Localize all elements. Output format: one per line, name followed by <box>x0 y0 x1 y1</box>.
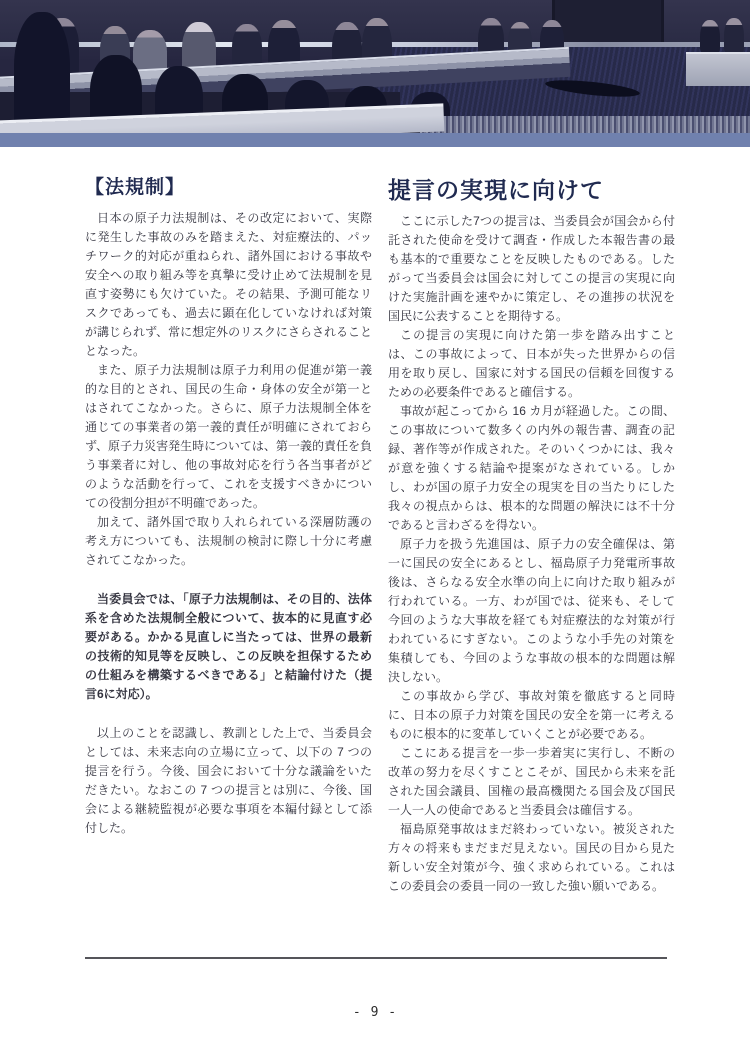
paragraph: ここにある提言を一歩一歩着実に実行し、不断の改革の努力を尽くすことこそが、国民から未来を託された国会議員、国権の最高機関たる国会及び国民一人一人の使命であると当委員会は確信する。 <box>388 746 675 817</box>
right-column <box>388 176 675 896</box>
photo-witness-table <box>686 52 750 86</box>
footer-rule <box>85 957 667 959</box>
paragraph: 日本の原子力法規制は、その改定において、実際に発生した事故のみを踏まえた、対症療法的、パッチワーク的対応が重ねられ、諸外国における事故や安全への取り組み等を真摯に受け止めて法規制を見直す姿勢にも欠けていた。その結果、予測可能なリスクであっても、過去に顕在化していなければ対策が講じられず、常に想定外のリスクにさらされることとなった。 <box>85 211 372 358</box>
paragraph-conclusion-bold: 当委員会では、「原子力法規制は、その目的、法体系を含めた法規制全般について、抜本的に見直す必要がある。かかる見直しに当たっては、世界の最新の技術的知見等を反映し、この反映を担保するための仕組みを構築するべきである」と結論付けた（提言6に対応）。 <box>85 592 372 701</box>
header-photo <box>0 0 750 133</box>
paragraph: この事故から学び、事故対策を徹底すると同時に、日本の原子力対策を国民の安全を第一に考えるものに根本的に変革していくことが必要である。 <box>388 689 675 741</box>
paragraph: 以上のことを認識し、教訓とした上で、当委員会としては、未来志向の立場に立って、以下の 7 つの提言を行う。今後、国会において十分な議論をいただきたい。なおこの 7 つの提言とは別に、今後、国会による継続監視が必要な事項を本編付録として添付した。 <box>85 726 372 835</box>
paragraph: この提言の実現に向けた第一歩を踏み出すことは、この事故によって、日本が失った世界からの信用を取り戻し、国家に対する国民の信頼を回復するための必要条件であると確信する。 <box>388 328 675 399</box>
person-silhouette <box>700 20 720 56</box>
person-silhouette <box>724 18 744 56</box>
chair-silhouette <box>14 12 70 133</box>
paragraph: 事故が起こってから 16 カ月が経過した。この間、この事故について数多くの内外の報告書、調査の記録、著作等が作成された。そのいくつかには、我々が意を強くする結論や提案がなされている。しかし、わが国の原子力安全の現実を目の当たりにした我々の視点からは、根本的な問題の解決には不十分であると言わざるを得ない。 <box>388 404 675 532</box>
page-number: - 9 - <box>352 1005 398 1020</box>
photo-carpet-light-band <box>420 116 750 133</box>
section-heading-realization: 提言の実現に向けて <box>388 177 604 203</box>
page-body <box>85 176 675 896</box>
header-accent-bar <box>0 133 750 147</box>
paragraph: ここに示した7つの提言は、当委員会が国会から付託された使命を受けて調査・作成した本報告書の最も基本的で重要なことを反映したものである。したがって当委員会は国会に対してこの提言の実現に向けた実施計画を速やかに策定し、その進捗の状況を国民に公表することを期待する。 <box>388 214 675 323</box>
section-heading-legal-regulation: 【法規制】 <box>85 177 186 198</box>
paragraph: 福島原発事故はまだ終わっていない。被災された方々の将来もまだまだ見えない。国民の目から見た新しい安全対策が今、強く求められている。これはこの委員会の委員一同の一致した強い願いである。 <box>388 822 675 893</box>
paragraph: 加えて、諸外国で取り入れられている深層防護の考え方についても、法規制の検討に際し十分に考慮されてこなかった。 <box>85 515 372 567</box>
left-column <box>85 176 372 896</box>
paragraph: 原子力を扱う先進国は、原子力の安全確保は、第一に国民の安全にあるとし、福島原子力発電所事故後は、さらなる安全水準の向上に向けた取り組みが行われている。一方、わが国では、従来も、そして今回のような大事故を経ても対症療法的な対策が行われているにすぎない。このような小手先の対策を集積しても、今回のような事故の根本的な問題は解決しない。 <box>388 537 675 684</box>
paragraph: また、原子力法規制は原子力利用の促進が第一義的な目的とされ、国民の生命・身体の安全が第一とはされてこなかった。さらに、原子力法規制全体を通じての事業者の第一義的責任が明確にされておらず、原子力災害発生時については、第一義的責任を負う事業者に対し、他の事故対応を行う各当事者がどのような活動を行って、これを支援すべきかについての役割分担が不明確であった。 <box>85 363 372 510</box>
